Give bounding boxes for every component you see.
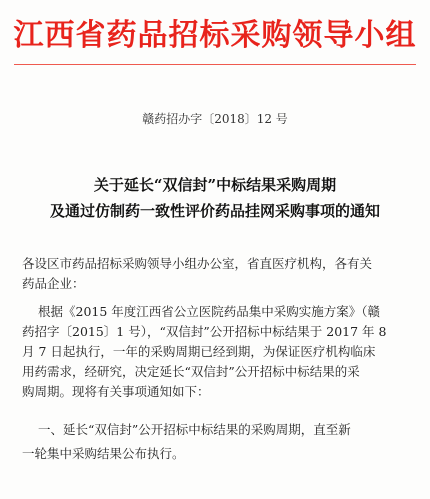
addressee-line-1: 各设区市药品招标采购领导小组办公室，省直医疗机构，各有关 <box>22 256 373 271</box>
paragraph-1-line-4: 用药需求，经研究，决定延长“双信封”公开招标中标结果的采 <box>22 364 360 379</box>
paragraph-2-line-1: 一、延长“双信封”公开招标中标结果的采购周期，直至新 <box>38 422 351 437</box>
header-red-divider <box>14 64 416 65</box>
paragraph-1-line-1: 根据《2015 年度江西省公立医院药品集中采购实施方案》（赣 <box>38 304 381 319</box>
document-title-line-1: 关于延长“双信封”中标结果采购周期 <box>93 176 337 194</box>
paragraph-2-line-2: 一轮集中采购结果公布执行。 <box>22 446 185 461</box>
paragraph-1-line-2: 药招字〔2015〕1 号），“双信封”公开招标中标结果于 2017 年 8 <box>22 324 387 339</box>
issuing-organization-title: 江西省药品招标采购领导小组 <box>13 18 417 53</box>
paragraph-1-line-3: 月 7 日起执行，一年的采购周期已经到期，为保证医疗机构临床 <box>22 344 376 359</box>
document-number: 赣药招办字〔2018〕12 号 <box>142 112 288 126</box>
addressee-line-2: 药品企业： <box>22 276 85 291</box>
document-title-line-2: 及通过仿制药一致性评价药品挂网采购事项的通知 <box>49 202 380 220</box>
paragraph-1-line-5: 购周期。现将有关事项通知如下： <box>22 384 210 399</box>
